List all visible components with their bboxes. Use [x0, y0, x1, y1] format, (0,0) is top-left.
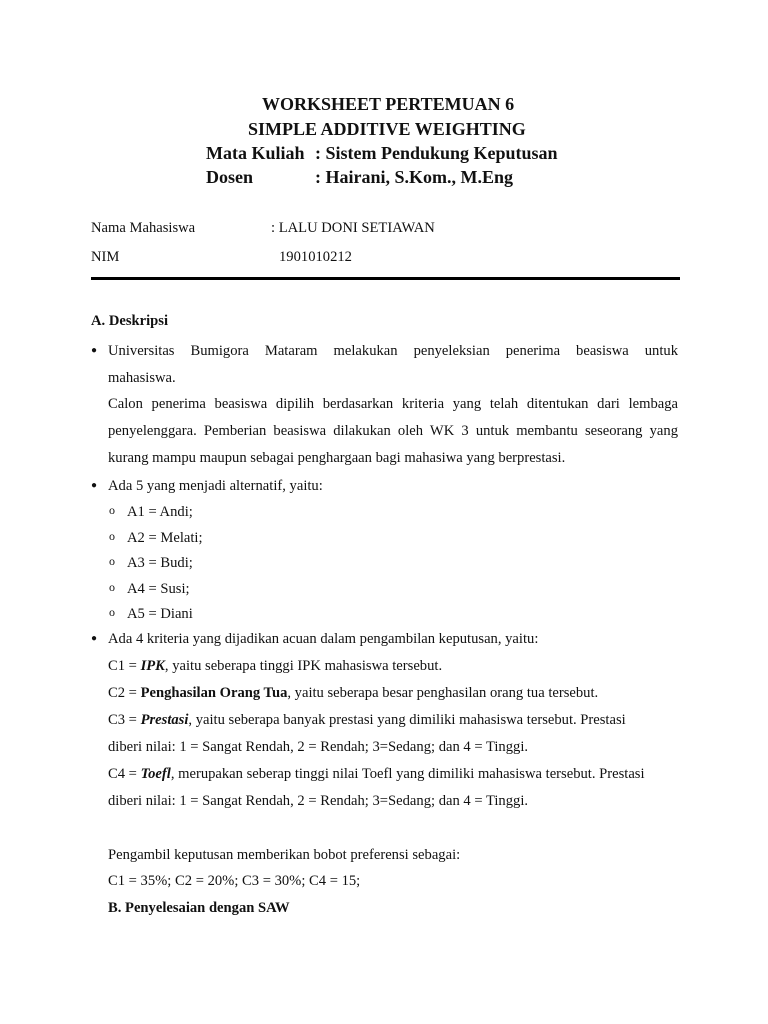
criteria-intro: Ada 4 kriteria yang dijadikan acuan dalam pengambilan keputusan, yaitu: — [108, 631, 539, 647]
worksheet-title: WORKSHEET PERTEMUAN 6 — [262, 94, 515, 114]
description-line-4: penyelenggara. Pemberian beasiswa dilakukan oleh WK 3 untuk membantu seseorang yang — [108, 423, 678, 439]
circle-bullet-icon: o — [109, 529, 115, 543]
criterion-description: , yaitu seberapa besar penghasilan orang tua tersebut. — [287, 685, 599, 701]
criterion-c3-scale: diberi nilai: 1 = Sangat Rendah, 2 = Rendah; 3=Sedang; dan 4 = Tinggi. — [108, 739, 529, 755]
alternative-item: A1 = Andi; — [127, 504, 193, 520]
course-value: : Sistem Pendukung Keputusan — [315, 143, 558, 163]
description-line-5: kurang mampu maupun sebagai penghargaan bagi mahasiwa yang berprestasi. — [108, 450, 566, 466]
lecturer-label: Dosen — [206, 167, 254, 187]
course-label: Mata Kuliah — [206, 143, 305, 163]
horizontal-divider — [91, 277, 680, 280]
circle-bullet-icon: o — [109, 605, 115, 619]
criterion-name: Penghasilan Orang Tua — [140, 685, 288, 701]
criterion-prefix: C2 = — [108, 685, 141, 701]
criterion-c2 — [108, 684, 598, 702]
bullet-icon: ● — [91, 480, 98, 491]
circle-bullet-icon: o — [109, 554, 115, 568]
criterion-c4-scale: diberi nilai: 1 = Sangat Rendah, 2 = Rendah; 3=Sedang; dan 4 = Tinggi. — [108, 793, 529, 809]
section-a-heading: A. Deskripsi — [91, 313, 169, 329]
section-b-heading: B. Penyelesaian dengan SAW — [108, 900, 290, 916]
criterion-c3 — [108, 711, 626, 729]
weights-values: C1 = 35%; C2 = 20%; C3 = 30%; C4 = 15; — [108, 873, 361, 889]
criterion-prefix: C1 = — [108, 658, 141, 674]
alternative-item: A2 = Melati; — [127, 530, 203, 546]
alternative-item: A4 = Susi; — [127, 581, 190, 597]
lecturer-value: : Hairani, S.Kom., M.Eng — [315, 167, 514, 187]
student-name-value: : LALU DONI SETIAWAN — [271, 220, 435, 236]
alternative-item: A5 = Diani — [127, 606, 193, 622]
criterion-c1 — [108, 657, 442, 675]
student-name-label: Nama Mahasiswa — [91, 220, 196, 236]
bullet-icon: ● — [91, 345, 98, 356]
alternative-item: A3 = Budi; — [127, 555, 193, 571]
nim-label: NIM — [91, 249, 120, 265]
criterion-description: , yaitu seberapa tinggi IPK mahasiswa tersebut. — [164, 658, 443, 674]
criterion-prefix: C4 = — [108, 766, 141, 782]
description-line-1: Universitas Bumigora Mataram melakukan penyeleksian penerima beasiswa untuk — [108, 343, 678, 359]
criterion-description: , yaitu seberapa banyak prestasi yang dimiliki mahasiswa tersebut. Prestasi — [188, 712, 626, 728]
description-line-3: Calon penerima beasiswa dipilih berdasarkan kriteria yang telah ditentukan dari lembaga — [108, 396, 678, 412]
worksheet-subtitle: SIMPLE ADDITIVE WEIGHTING — [248, 119, 526, 139]
criterion-name: IPK — [140, 658, 165, 674]
bullet-icon: ● — [91, 633, 98, 644]
description-line-2: mahasiswa. — [108, 370, 176, 386]
circle-bullet-icon: o — [109, 580, 115, 594]
circle-bullet-icon: o — [109, 503, 115, 517]
criterion-prefix: C3 = — [108, 712, 141, 728]
criterion-name: Toefl — [140, 766, 171, 782]
criterion-description: , merupakan seberap tinggi nilai Toefl yang dimiliki mahasiswa tersebut. Prestasi — [170, 766, 645, 782]
nim-value: 1901010212 — [279, 249, 352, 265]
criterion-name: Prestasi — [140, 712, 189, 728]
criterion-c4 — [108, 765, 645, 783]
weights-intro: Pengambil keputusan memberikan bobot preferensi sebagai: — [108, 847, 461, 863]
alternatives-intro: Ada 5 yang menjadi alternatif, yaitu: — [108, 478, 323, 494]
